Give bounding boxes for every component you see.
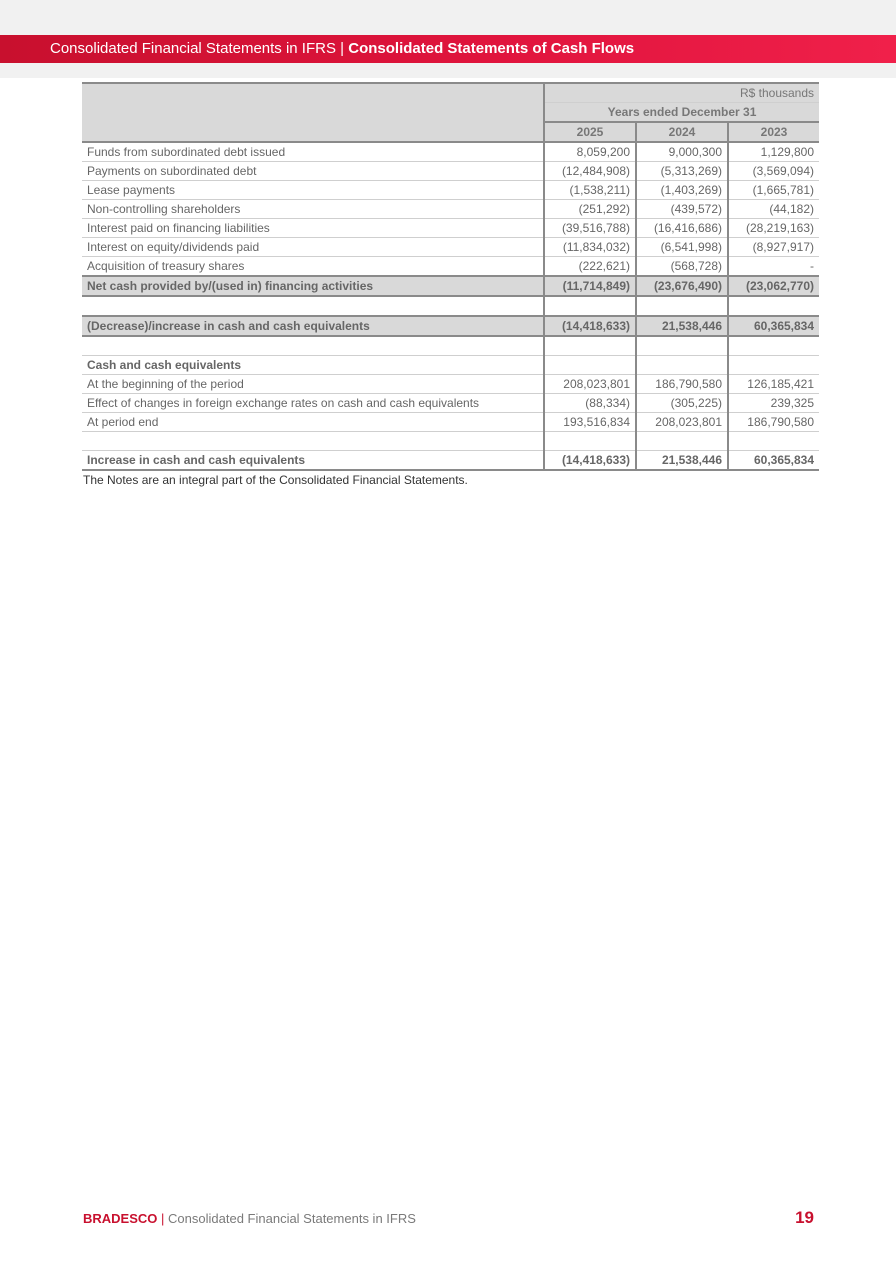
footnote: The Notes are an integral part of the Consolidated Financial Statements. [83,473,468,487]
header-label-cell [82,83,544,142]
change-in-cash-2024: 21,538,446 [636,316,728,336]
row-value-2024: (16,416,686) [636,219,728,238]
row-value-2023: 1,129,800 [728,142,819,162]
row-value-2024: 9,000,300 [636,142,728,162]
header-title: Consolidated Statements of Cash Flows [348,40,635,57]
row-value-2024: 208,023,801 [636,413,728,432]
row-value-2025: 193,516,834 [544,413,636,432]
table-header-unit-row [82,83,819,103]
period-label: Years ended December 31 [544,103,819,123]
row-value-2023: (3,569,094) [728,162,819,181]
table-row [82,257,819,277]
row-label: Funds from subordinated debt issued [82,142,544,162]
footer-separator: | [161,1211,165,1226]
header-section: Consolidated Financial Statements in IFRS [50,40,336,57]
table-row [82,238,819,257]
net-financing-label: Net cash provided by/(used in) financing activities [82,276,544,296]
table-row [82,394,819,413]
row-label: Lease payments [82,181,544,200]
row-value-2025: 8,059,200 [544,142,636,162]
row-label: Effect of changes in foreign exchange rates on cash and cash equivalents [82,394,544,413]
row-label: Payments on subordinated debt [82,162,544,181]
change-in-cash-row [82,316,819,336]
spacer-row [82,296,819,316]
row-value-2025: (11,834,032) [544,238,636,257]
row-label: At period end [82,413,544,432]
row-value-2023: (28,219,163) [728,219,819,238]
spacer-row [82,336,819,356]
net-financing-2024: (23,676,490) [636,276,728,296]
header-separator: | [340,40,345,57]
row-value-2025: (88,334) [544,394,636,413]
row-value-2024: 186,790,580 [636,375,728,394]
increase-label: Increase in cash and cash equivalents [82,451,544,471]
footer-title: Consolidated Financial Statements in IFRS [168,1211,416,1226]
header-banner [0,35,896,63]
row-value-2024: (305,225) [636,394,728,413]
page-number: 19 [795,1208,814,1227]
row-value-2024: (439,572) [636,200,728,219]
unit-label: R$ thousands [544,83,819,103]
cash-flow-table [82,82,819,471]
table-row [82,375,819,394]
increase-2024: 21,538,446 [636,451,728,471]
cash-section-label: Cash and cash equivalents [82,356,544,375]
row-label: Acquisition of treasury shares [82,257,544,277]
row-value-2024: (1,403,269) [636,181,728,200]
row-value-2025: (12,484,908) [544,162,636,181]
table-row [82,219,819,238]
table-row [82,413,819,432]
row-label: Interest on equity/dividends paid [82,238,544,257]
row-value-2023: 239,325 [728,394,819,413]
table-row [82,181,819,200]
header-text [50,35,634,63]
table-row [82,142,819,162]
row-value-2025: (39,516,788) [544,219,636,238]
year-2023: 2023 [728,122,819,142]
row-value-2023: (8,927,917) [728,238,819,257]
row-value-2024: (5,313,269) [636,162,728,181]
footer-brand: BRADESCO [83,1211,158,1226]
row-value-2025: 208,023,801 [544,375,636,394]
spacer-row [82,432,819,451]
row-value-2025: (251,292) [544,200,636,219]
row-label: Non-controlling shareholders [82,200,544,219]
net-financing-2023: (23,062,770) [728,276,819,296]
increase-2023: 60,365,834 [728,451,819,471]
row-label: At the beginning of the period [82,375,544,394]
year-2024: 2024 [636,122,728,142]
row-value-2023: - [728,257,819,277]
row-value-2023: (44,182) [728,200,819,219]
year-2025: 2025 [544,122,636,142]
table-row [82,162,819,181]
row-value-2025: (1,538,211) [544,181,636,200]
row-value-2023: (1,665,781) [728,181,819,200]
page-footer [83,1211,416,1226]
table-row [82,200,819,219]
row-value-2025: (222,621) [544,257,636,277]
row-value-2023: 126,185,421 [728,375,819,394]
change-in-cash-2025: (14,418,633) [544,316,636,336]
row-label: Interest paid on financing liabilities [82,219,544,238]
increase-row [82,451,819,471]
row-value-2024: (568,728) [636,257,728,277]
net-financing-2025: (11,714,849) [544,276,636,296]
row-value-2024: (6,541,998) [636,238,728,257]
cash-section-heading-row [82,356,819,375]
change-in-cash-2023: 60,365,834 [728,316,819,336]
row-value-2023: 186,790,580 [728,413,819,432]
change-in-cash-label: (Decrease)/increase in cash and cash equivalents [82,316,544,336]
increase-2025: (14,418,633) [544,451,636,471]
net-financing-row [82,276,819,296]
